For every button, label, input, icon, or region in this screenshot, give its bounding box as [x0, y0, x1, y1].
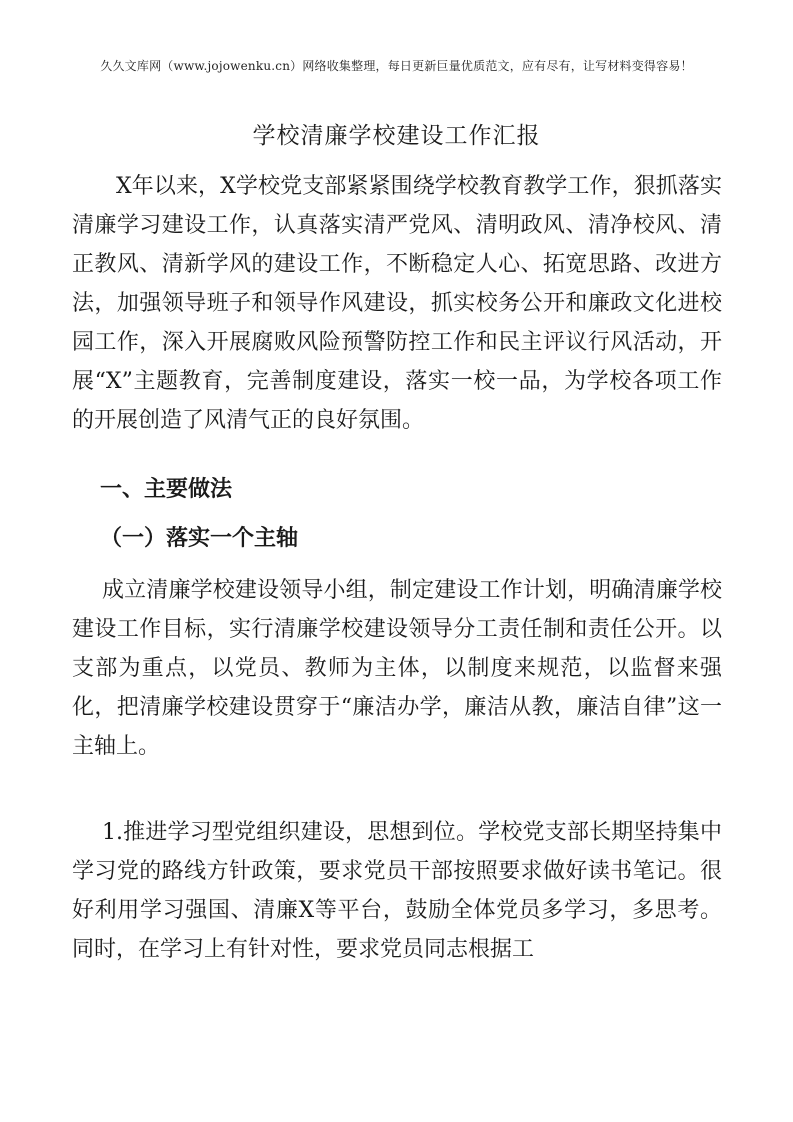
header-note: 久久文库网（www.jojowenku.cn）网络收集整理，每日更新巨量优质范文，应有尽有，让写材料变得容易！: [100, 59, 693, 73]
subsection-heading: （一）落实一个主轴: [100, 526, 299, 551]
document-title: 学校清廉学校建设工作汇报: [252, 123, 541, 149]
intro-paragraph: X年以来，X学校党支部紧紧围绕学校教育教学工作，狠抓落实清廉学习建设工作，认真落实清严党风、清明政风、清净校风、清正教风、清新学风的建设工作，不断稳定人心、拓宽思路、改进方法，加强领导班子和领导作风建设，抓实校务公开和廉政文化进校园工作，深入开展腐败风险预警防控工作和民主评议行风活动，开展“X”主题教育，完善制度建设，落实一校一品，为学校各项工作的开展创造了风清气正的良好氛围。: [72, 174, 722, 433]
section-heading: 一、主要做法: [100, 477, 233, 502]
subsection-paragraph: 成立清廉学校建设领导小组，制定建设工作计划，明确清廉学校建设工作目标，实行清廉学校建设领导分工责任制和责任公开。以支部为重点，以党员、教师为主体，以制度来规范，以监督来强化，把清廉学校建设贯穿于“廉洁办学，廉洁从教，廉洁自律”这一主轴上。: [72, 578, 722, 759]
item-paragraph: 1.推进学习型党组织建设，思想到位。学校党支部长期坚持集中学习党的路线方针政策，要求党员干部按照要求做好读书笔记。很好利用学习强国、清廉X等平台，鼓励全体党员多学习，多思考。同时，在学习上有针对性，要求党员同志根据工: [72, 820, 722, 962]
